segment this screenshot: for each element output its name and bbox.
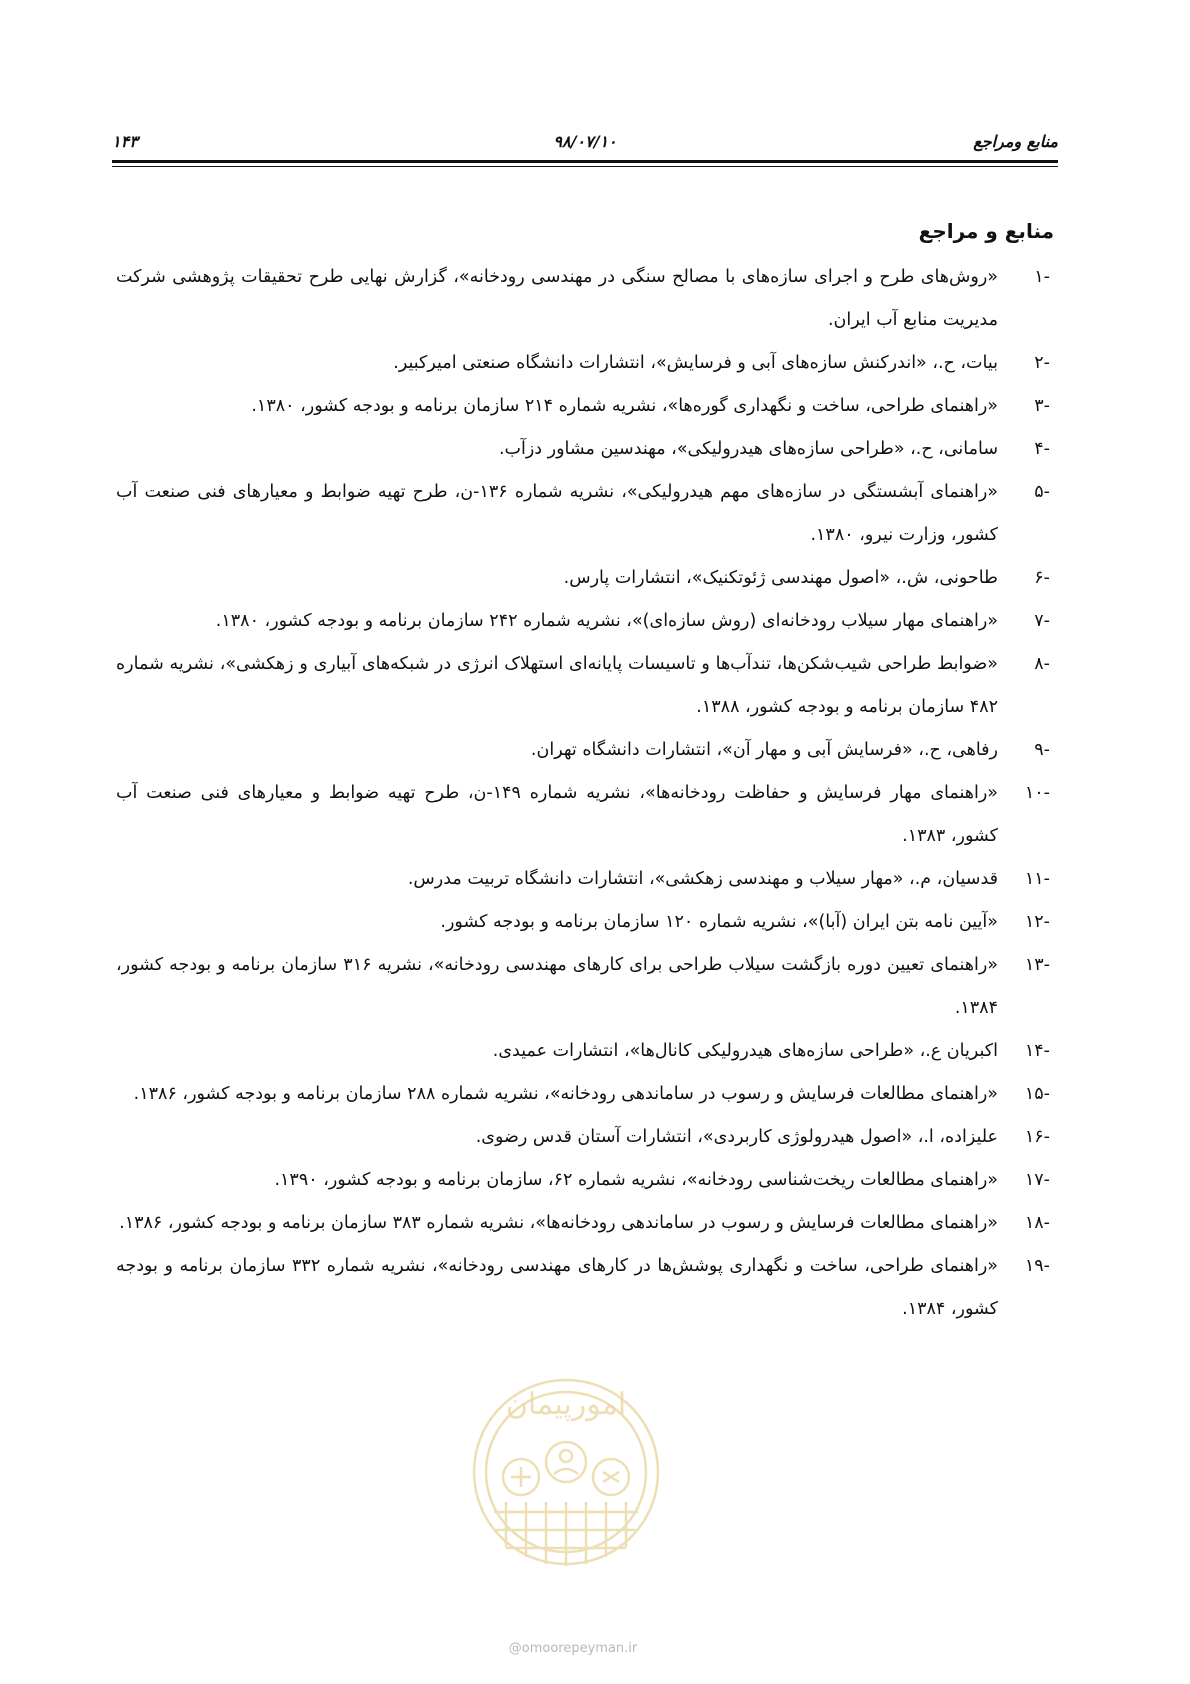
reference-number: -۴	[1034, 439, 1050, 459]
reference-number: -۷	[1034, 611, 1050, 631]
reference-item	[116, 729, 1056, 772]
reference-item	[116, 428, 1056, 471]
reference-text: «راهنمای مطالعات ریخت‌شناسی رودخانه»، نشریه شماره ۶۲، سازمان برنامه و بودجه کشور، ۱۳۹۰.	[274, 1170, 998, 1190]
header-rule-thick	[112, 160, 1058, 163]
reference-number: -۵	[1034, 482, 1050, 502]
reference-item	[116, 1245, 1056, 1331]
reference-text: «راهنمای طراحی، ساخت و نگهداری گوره‌ها»، نشریه شماره ۲۱۴ سازمان برنامه و بودجه کشور، ۱۳۸۰.	[251, 396, 998, 416]
reference-number: -۲	[1034, 353, 1050, 373]
reference-item	[116, 858, 1056, 901]
reference-text: «راهنمای مهار فرسایش و حفاظت رودخانه‌ها»، نشریه شماره ۱۴۹-ن، طرح تهیه ضوابط و معیارهای فنی صنعت آب کشور، ۱۳۸۳.	[116, 783, 998, 846]
reference-text: بیات، ح.، «اندرکنش سازه‌های آبی و فرسایش»، انتشارات دانشگاه صنعتی امیرکبیر.	[393, 353, 998, 373]
reference-number: -۱۷	[1024, 1170, 1050, 1190]
reference-list	[116, 256, 1056, 1331]
reference-number: -۱۰	[1024, 783, 1050, 803]
reference-text: «راهنمای آبشستگی در سازه‌های مهم هیدرولیکی»، نشریه شماره ۱۳۶-ن، طرح تهیه ضوابط و معیارهای فنی صنعت آب کشور، وزارت نیرو، ۱۳۸۰.	[116, 482, 999, 545]
reference-number: -۱۲	[1024, 912, 1050, 932]
reference-text: طاحونی، ش.، «اصول مهندسی ژئوتکنیک»، انتشارات پارس.	[563, 568, 998, 588]
reference-number: -۱۳	[1024, 955, 1050, 975]
watermark-logo	[466, 1352, 666, 1592]
reference-item	[116, 600, 1056, 643]
reference-text: رفاهی، ح.، «فرسایش آبی و مهار آن»، انتشارات دانشگاه تهران.	[530, 740, 998, 760]
page-header	[112, 132, 1058, 152]
reference-item	[116, 1116, 1056, 1159]
reference-number: -۱	[1034, 267, 1050, 287]
reference-text: «راهنمای تعیین دوره بازگشت سیلاب طراحی برای کارهای مهندسی رودخانه»، نشریه ۳۱۶ سازمان برنامه و بودجه کشور، ۱۳۸۴.	[116, 955, 998, 1018]
reference-text: «راهنمای مطالعات فرسایش و رسوب در ساماندهی رودخانه‌ها»، نشریه شماره ۳۸۳ سازمان برنامه و بودجه کشور، ۱۳۸۶.	[119, 1213, 998, 1233]
reference-item	[116, 557, 1056, 600]
reference-text: «آیین نامه بتن ایران (آبا)»، نشریه شماره ۱۲۰ سازمان برنامه و بودجه کشور.	[440, 912, 998, 932]
reference-item	[116, 643, 1056, 729]
reference-text: «راهنمای طراحی، ساخت و نگهداری پوشش‌ها در کارهای مهندسی رودخانه»، نشریه شماره ۳۳۲ سازمان برنامه و بودجه کشور، ۱۳۸۴.	[116, 1256, 998, 1319]
reference-item	[116, 944, 1056, 1030]
reference-item	[116, 1202, 1056, 1245]
reference-number: -۱۶	[1024, 1127, 1050, 1147]
reference-item	[116, 256, 1056, 342]
reference-number: -۱۴	[1024, 1041, 1050, 1061]
reference-item	[116, 342, 1056, 385]
section-title: منابع و مراجع	[918, 219, 1054, 243]
reference-item	[116, 385, 1056, 428]
reference-number: -۱۸	[1024, 1213, 1050, 1233]
reference-number: -۱۹	[1024, 1256, 1050, 1276]
reference-text: «راهنمای مطالعات فرسایش و رسوب در ساماندهی رودخانه»، نشریه شماره ۲۸۸ سازمان برنامه و بودجه کشور، ۱۳۸۶.	[133, 1084, 998, 1104]
watermark-url: @omoorepeyman.ir	[508, 1641, 638, 1656]
watermark-logo-text: امورپیمان	[505, 1387, 627, 1422]
reference-number: -۶	[1034, 568, 1050, 588]
reference-number: -۸	[1034, 654, 1050, 674]
reference-item	[116, 772, 1056, 858]
running-header-section: منابع ومراجع	[973, 132, 1058, 151]
reference-item	[116, 1159, 1056, 1202]
reference-text: علیزاده، ا.، «اصول هیدرولوژی کاربردی»، انتشارات آستان قدس رضوی.	[475, 1127, 998, 1147]
reference-item	[116, 901, 1056, 944]
reference-number: -۳	[1034, 396, 1050, 416]
reference-number: -۱۱	[1024, 869, 1050, 889]
reference-text: اکبریان ع.، «طراحی سازه‌های هیدرولیکی کانال‌ها»، انتشارات عمیدی.	[492, 1041, 998, 1061]
page-number: ۱۴۳	[112, 132, 138, 151]
running-header-date: ۹۸/۰۷/۱۰	[553, 132, 617, 151]
reference-item	[116, 1030, 1056, 1073]
reference-item	[116, 471, 1056, 557]
reference-text: «روش‌های طرح و اجرای سازه‌های با مصالح سنگی در مهندسی رودخانه»، گزارش نهایی طرح تحقیقات پژوهشی شرکت مدیریت منابع آب ایران.	[116, 267, 998, 330]
reference-text: سامانی، ح.، «طراحی سازه‌های هیدرولیکی»، مهندسین مشاور دزآب.	[498, 439, 998, 459]
reference-text: «راهنمای مهار سیلاب رودخانه‌ای (روش سازه‌ای)»، نشریه شماره ۲۴۲ سازمان برنامه و بودجه کشور، ۱۳۸۰.	[215, 611, 998, 631]
references-section	[116, 216, 1056, 1331]
reference-text: قدسیان، م.، «مهار سیلاب و مهندسی زهکشی»، انتشارات دانشگاه تربیت مدرس.	[407, 869, 998, 889]
reference-number: -۱۵	[1024, 1084, 1050, 1104]
header-rule-thin	[112, 166, 1058, 167]
reference-text: «ضوابط طراحی شیب‌شکن‌ها، تندآب‌ها و تاسیسات پایانه‌ای استهلاک انرژی در شبکه‌های آبیاری و زهکشی»، نشریه شماره ۴۸۲ سازمان برنامه و بودجه کشور، ۱۳۸۸.	[116, 654, 998, 717]
reference-item	[116, 1073, 1056, 1116]
reference-number: -۹	[1034, 740, 1050, 760]
